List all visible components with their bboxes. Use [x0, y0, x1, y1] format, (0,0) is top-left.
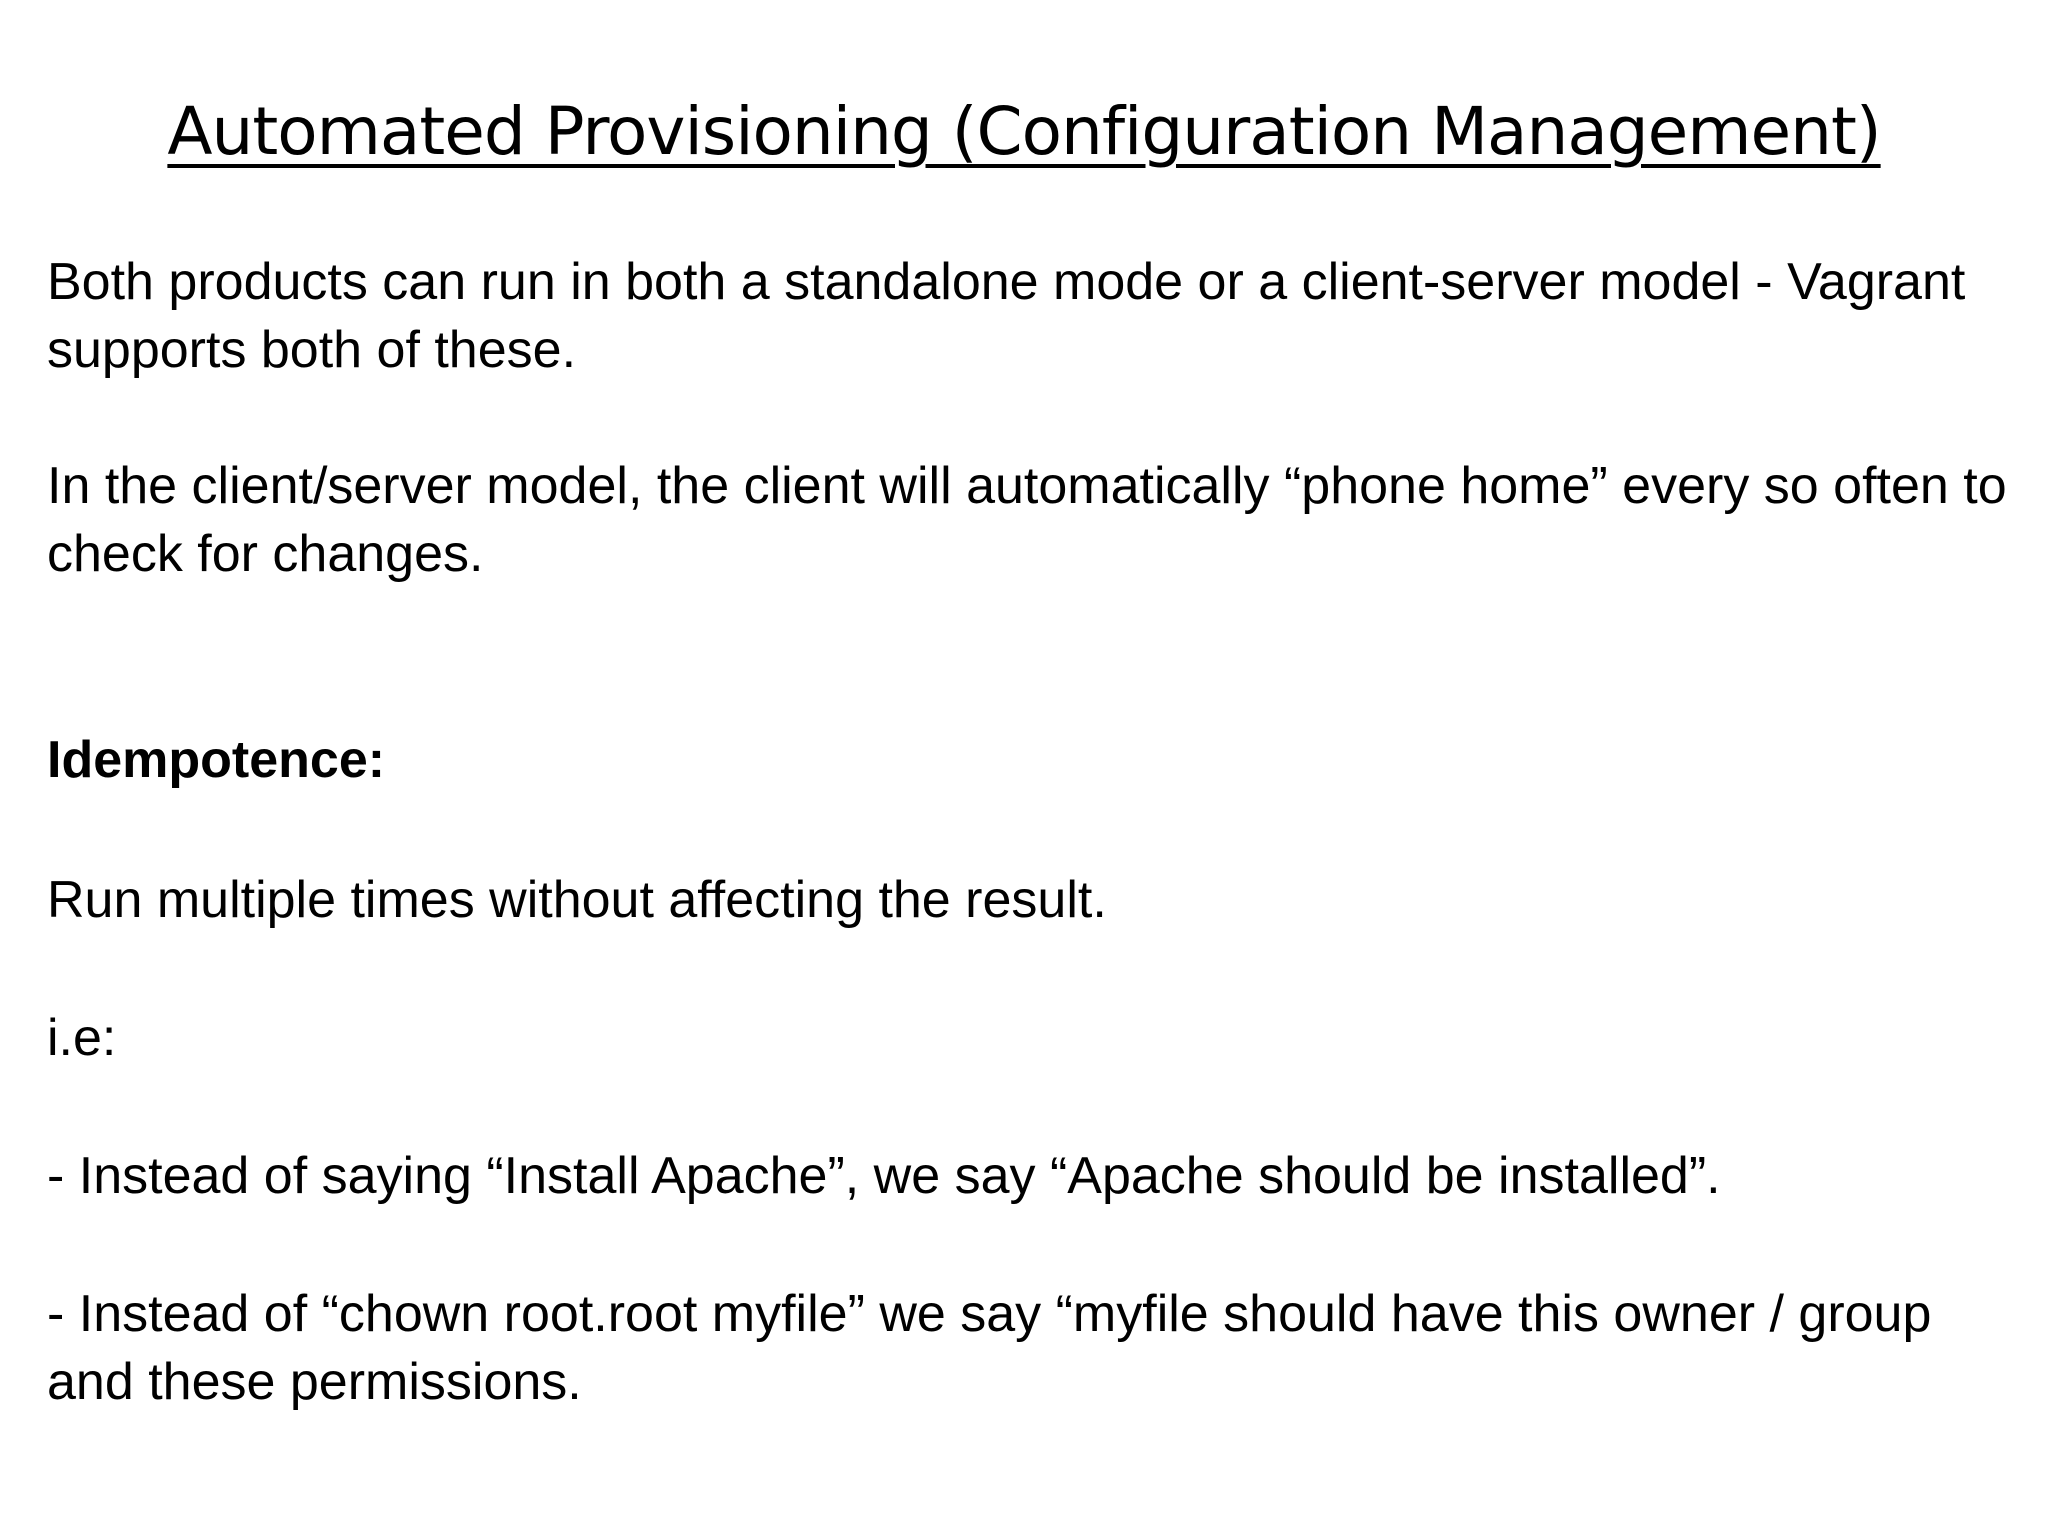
paragraph-client-server: In the client/server model, the client will automatically “phone home” every so often to check for changes. — [47, 457, 2007, 583]
paragraph-ie: i.e: — [47, 1009, 117, 1067]
paragraph-run-multiple: Run multiple times without affecting the result. — [47, 871, 1107, 929]
paragraph-chown-example: - Instead of “chown root.root myfile” we say “myfile should have this owner / group and these permissions. — [47, 1285, 1932, 1411]
slide-title: Automated Provisioning (Configuration Management) — [167, 93, 1881, 170]
idempotence-heading: Idempotence: — [47, 731, 386, 789]
paragraph-apache-example: - Instead of saying “Install Apache”, we say “Apache should be installed”. — [47, 1147, 1721, 1205]
paragraph-modes: Both products can run in both a standalone mode or a client-server model - Vagrant supports both of these. — [47, 253, 1966, 379]
